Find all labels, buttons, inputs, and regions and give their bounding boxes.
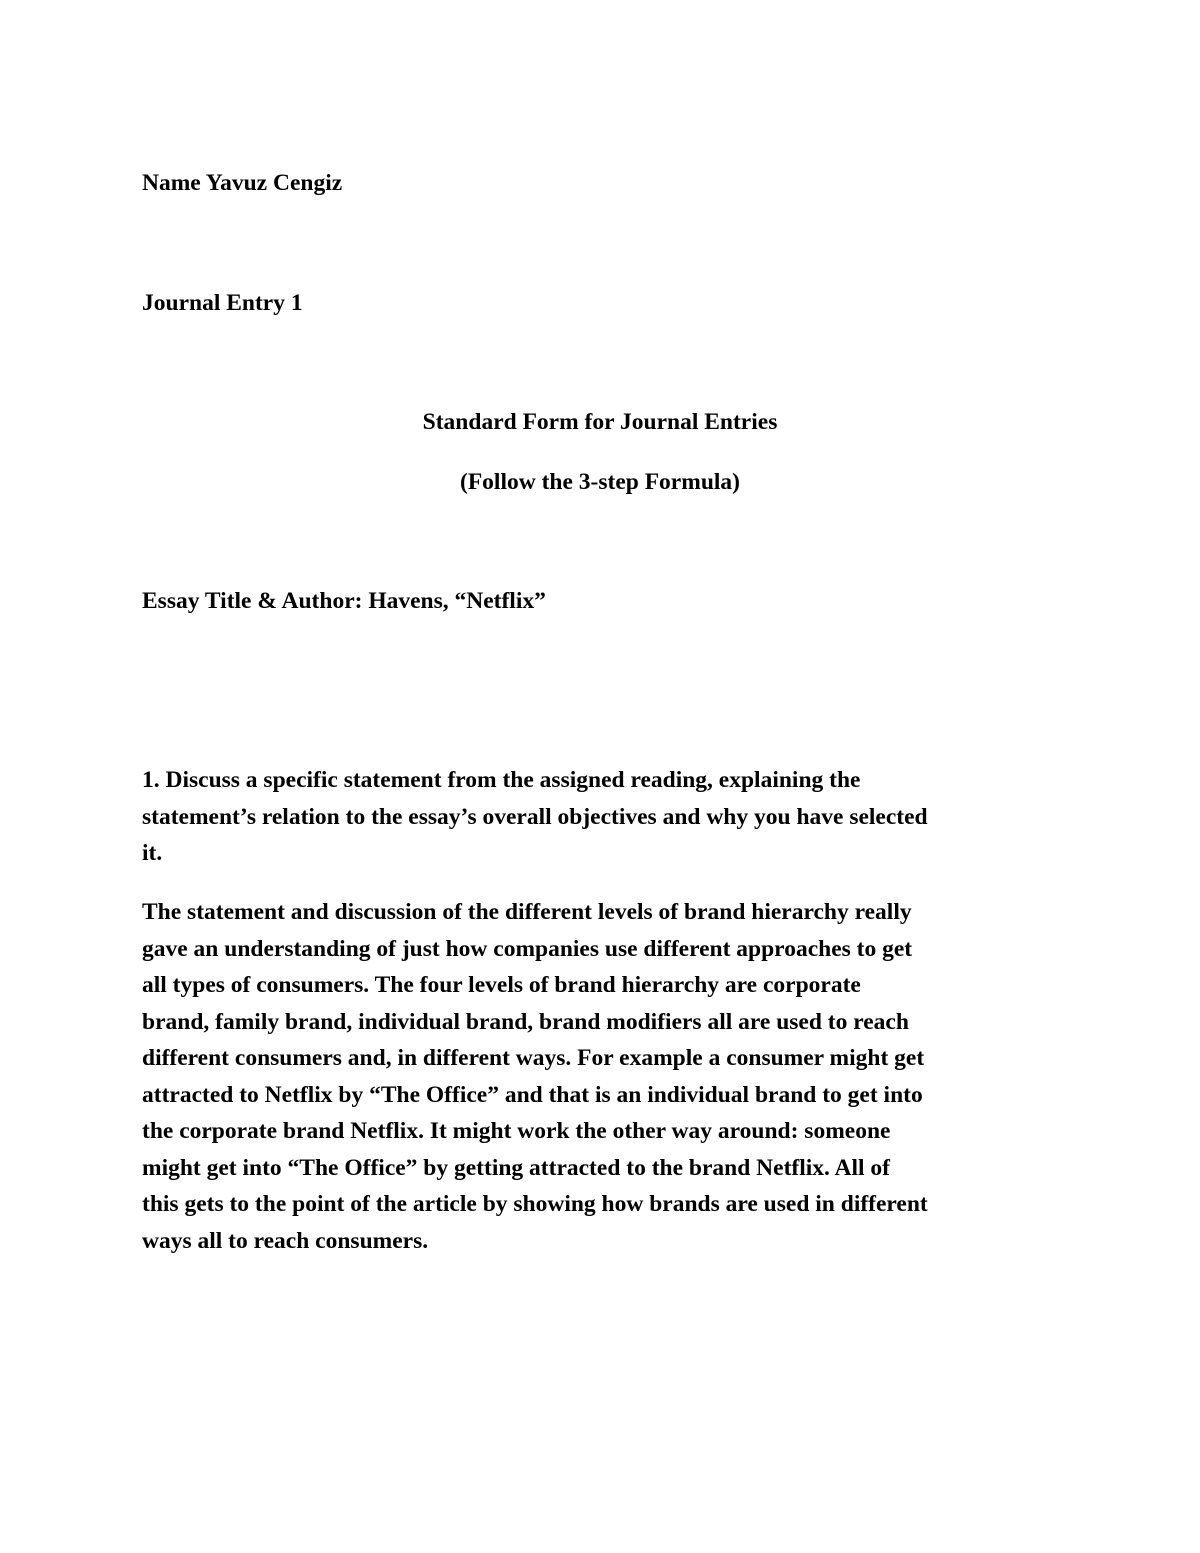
answer-line: gave an understanding of just how companies use different approaches to get [142, 935, 913, 962]
answer-line: might get into “The Office” by getting attracted to the brand Netflix. All of [142, 1154, 890, 1181]
answer-line: ways all to reach consumers. [142, 1227, 429, 1254]
question-line: statement’s relation to the essay’s overall objectives and why you have selected [142, 803, 928, 830]
answer-line: attracted to Netflix by “The Office” and that is an individual brand to get into [142, 1081, 923, 1108]
answer-line: all types of consumers. The four levels of brand hierarchy are corporate [142, 972, 861, 998]
answer-line: different consumers and, in different ways. For example a consumer might get [142, 1045, 925, 1071]
answer-line: The statement and discussion of the different levels of brand hierarchy really [142, 899, 912, 925]
student-name-line: Name Yavuz Cengiz [142, 170, 343, 196]
essay-title-author-line: Essay Title & Author: Havens, “Netflix” [142, 588, 546, 614]
answer-paragraph [142, 894, 1072, 1259]
answer-line: this gets to the point of the article by showing how brands are used in different [142, 1191, 928, 1217]
question-line: it. [142, 840, 163, 866]
answer-line: the corporate brand Netflix. It might work the other way around: someone [142, 1118, 891, 1144]
form-subtitle: (Follow the 3-step Formula) [460, 469, 740, 495]
question-prompt [142, 762, 1072, 872]
journal-entry-label: Journal Entry 1 [142, 290, 303, 316]
form-title: Standard Form for Journal Entries [422, 409, 778, 435]
question-line: 1. Discuss a specific statement from the assigned reading, explaining the [142, 767, 861, 793]
answer-line: brand, family brand, individual brand, brand modifiers all are used to reach [142, 1008, 909, 1035]
